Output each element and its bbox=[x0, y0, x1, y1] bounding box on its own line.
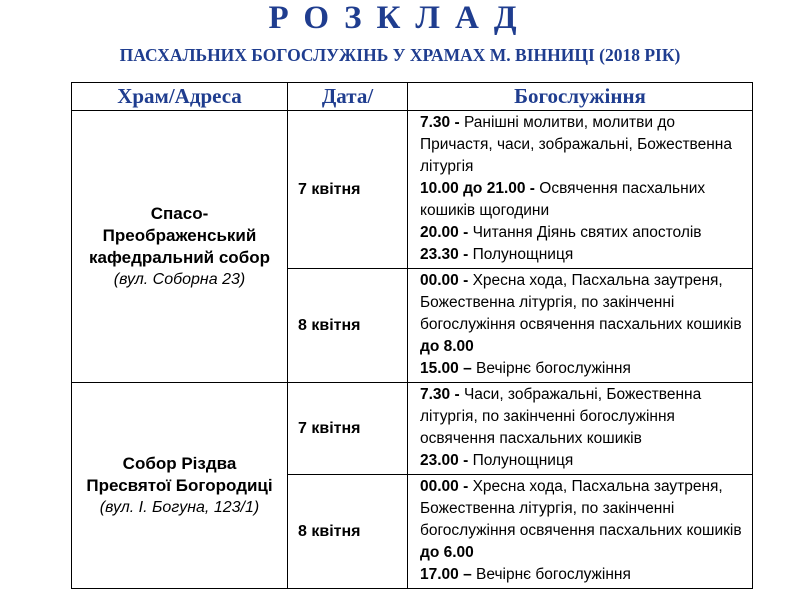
service-time: 23.00 - bbox=[420, 452, 469, 469]
service-deadline: до 6.00 bbox=[420, 544, 474, 561]
column-header-services: Богослужіння bbox=[408, 83, 753, 111]
church-address: (вул. І. Богуна, 123/1) bbox=[99, 498, 260, 516]
service-text: Освячення пасхальних кошиків щогодини bbox=[420, 180, 706, 219]
table-row bbox=[72, 111, 753, 269]
service-entry bbox=[420, 450, 746, 472]
service-time: 17.00 – bbox=[420, 566, 472, 583]
church-name: Собор Різдва Пресвятої Богородиці bbox=[86, 453, 273, 495]
church-cell bbox=[72, 383, 288, 589]
service-time: 00.00 - bbox=[420, 272, 469, 289]
service-time: 00.00 - bbox=[420, 478, 469, 495]
date-cell: 8 квітня bbox=[288, 475, 408, 589]
service-text: Вечірнє богослужіння bbox=[476, 566, 631, 583]
service-text: Вечірнє богослужіння bbox=[476, 360, 631, 377]
table-header-row bbox=[72, 83, 753, 111]
column-header-church: Храм/Адреса bbox=[72, 83, 288, 111]
service-entry bbox=[420, 112, 746, 178]
service-time: 7.30 - bbox=[420, 386, 460, 403]
church-cell bbox=[72, 111, 288, 383]
date-cell: 8 квітня bbox=[288, 269, 408, 383]
service-time: 10.00 до 21.00 - bbox=[420, 180, 535, 197]
service-entry bbox=[420, 244, 746, 266]
service-entry bbox=[420, 270, 746, 358]
service-text: Часи, зображальні, Божественна літургія, по закінченні богослужіння освячення пасхальних кошиків bbox=[420, 386, 702, 447]
service-entry bbox=[420, 358, 746, 380]
service-entry bbox=[420, 476, 746, 564]
page-subtitle: ПАСХАЛЬНИХ БОГОСЛУЖІНЬ У ХРАМАХ М. ВІННИЦІ (2018 РІК) bbox=[119, 45, 681, 65]
service-time: 7.30 - bbox=[420, 114, 460, 131]
date-cell: 7 квітня bbox=[288, 111, 408, 269]
service-time: 23.30 - bbox=[420, 246, 469, 263]
schedule-table bbox=[71, 82, 753, 589]
service-deadline: до 8.00 bbox=[420, 338, 474, 355]
service-entry bbox=[420, 178, 746, 222]
service-entry bbox=[420, 222, 746, 244]
service-entry bbox=[420, 384, 746, 450]
column-header-date: Дата/ bbox=[288, 83, 408, 111]
services-cell bbox=[408, 269, 753, 383]
service-text: Ранішні молитви, молитви до Причастя, часи, зображальні, Божественна літургія bbox=[420, 114, 732, 175]
page-title: РОЗКЛАД bbox=[268, 0, 532, 36]
service-text: Хресна хода, Пасхальна заутреня, Божественна літургія, по закінченні богослужіння освячення пасхальних кошиків bbox=[420, 478, 742, 539]
church-address: (вул. Соборна 23) bbox=[113, 270, 246, 288]
service-entry bbox=[420, 564, 746, 586]
service-text: Хресна хода, Пасхальна заутреня, Божественна літургія, по закінченні богослужіння освячення пасхальних кошиків bbox=[420, 272, 742, 333]
service-text: Полунощниця bbox=[472, 452, 574, 469]
service-time: 20.00 - bbox=[420, 224, 469, 241]
services-cell bbox=[408, 111, 753, 269]
date-cell: 7 квітня bbox=[288, 383, 408, 475]
services-cell bbox=[408, 383, 753, 475]
service-text: Полунощниця bbox=[472, 246, 574, 263]
church-name: Спасо-Преображенський кафедральний собор bbox=[89, 203, 270, 267]
services-cell bbox=[408, 475, 753, 589]
service-text: Читання Діянь святих апостолів bbox=[472, 224, 702, 241]
table-row bbox=[72, 383, 753, 475]
service-time: 15.00 – bbox=[420, 360, 472, 377]
